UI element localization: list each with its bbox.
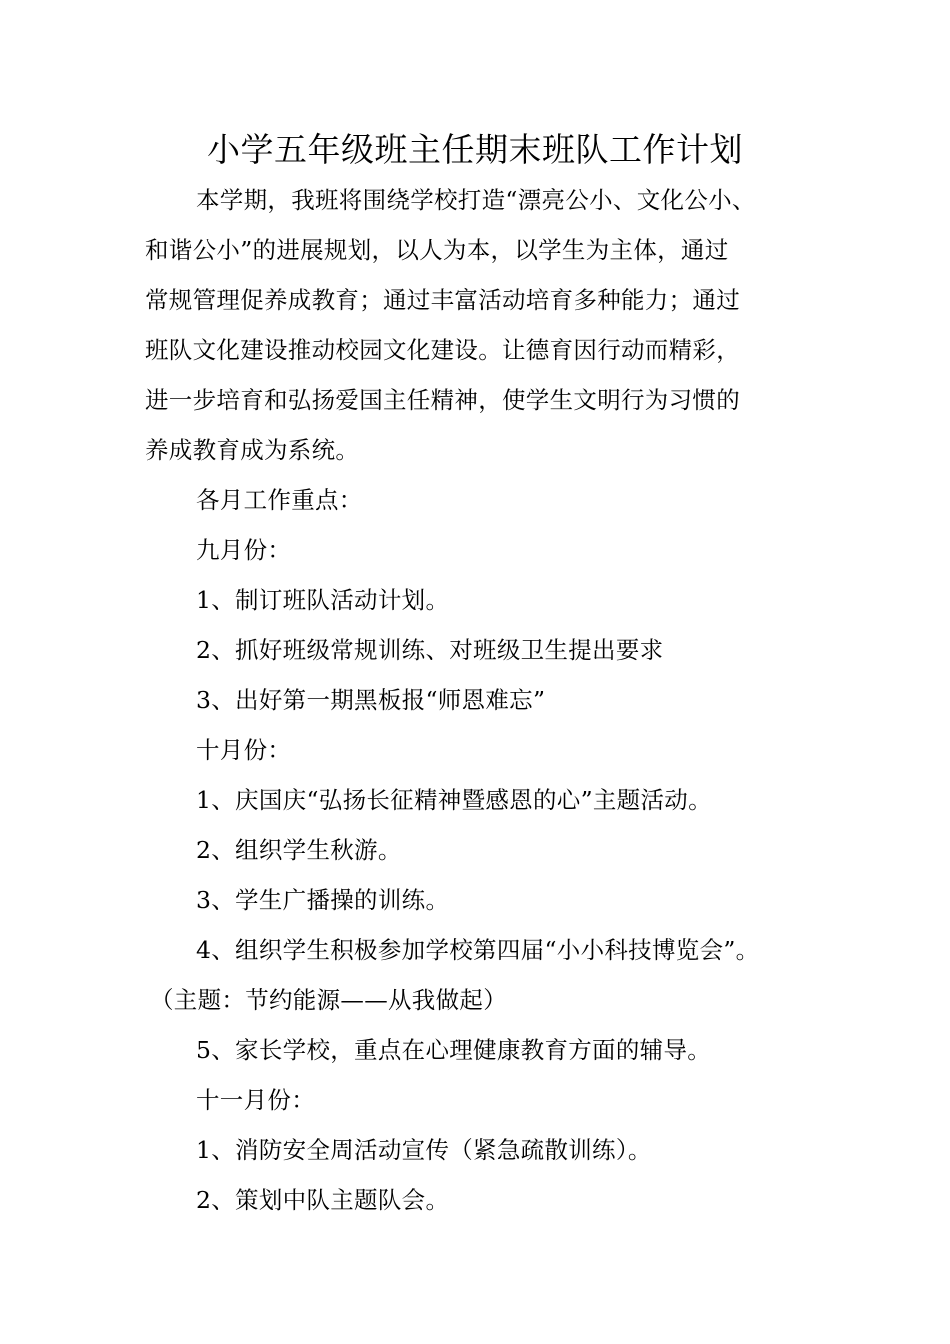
september-item-3: 3、出好第一期黑板报“师恩难忘”: [196, 686, 546, 714]
intro-line-6: 养成教育成为系统。: [145, 436, 360, 464]
document-title: 小学五年级班主任期末班队工作计划: [207, 130, 743, 169]
september-item-1: 1、制订班队活动计划。: [196, 586, 450, 614]
intro-line-1: 本学期，我班将围绕学校打造“漂亮公小、文化公小、: [196, 186, 756, 214]
intro-line-5: 进一步培育和弘扬爱国主任精神，使学生文明行为习惯的: [145, 386, 740, 414]
october-item-4-continued: （主题：节约能源——从我做起）: [150, 986, 507, 1014]
november-item-1: 1、消防安全周活动宣传（紧急疏散训练）。: [196, 1136, 652, 1164]
intro-line-4: 班队文化建设推动校园文化建设。让德育因行动而精彩，: [145, 336, 740, 364]
october-item-2: 2、组织学生秋游。: [196, 836, 402, 864]
october-item-5: 5、家长学校，重点在心理健康教育方面的辅导。: [196, 1036, 712, 1064]
november-item-2: 2、策划中队主题队会。: [196, 1186, 450, 1214]
intro-line-3: 常规管理促养成教育；通过丰富活动培育多种能力；通过: [145, 286, 740, 314]
september-item-2: 2、抓好班级常规训练、对班级卫生提出要求: [196, 636, 664, 664]
october-item-1: 1、庆国庆“弘扬长征精神暨感恩的心”主题活动。: [196, 786, 712, 814]
november-heading: 十一月份：: [196, 1086, 315, 1114]
september-heading: 九月份：: [196, 536, 292, 564]
october-heading: 十月份：: [196, 736, 292, 764]
october-item-4: 4、组织学生积极参加学校第四届“小小科技博览会”。: [196, 936, 760, 964]
october-item-3: 3、学生广播操的训练。: [196, 886, 450, 914]
focus-heading: 各月工作重点：: [196, 486, 363, 514]
intro-line-2: 和谐公小”的进展规划，以人为本，以学生为主体，通过: [145, 236, 729, 264]
